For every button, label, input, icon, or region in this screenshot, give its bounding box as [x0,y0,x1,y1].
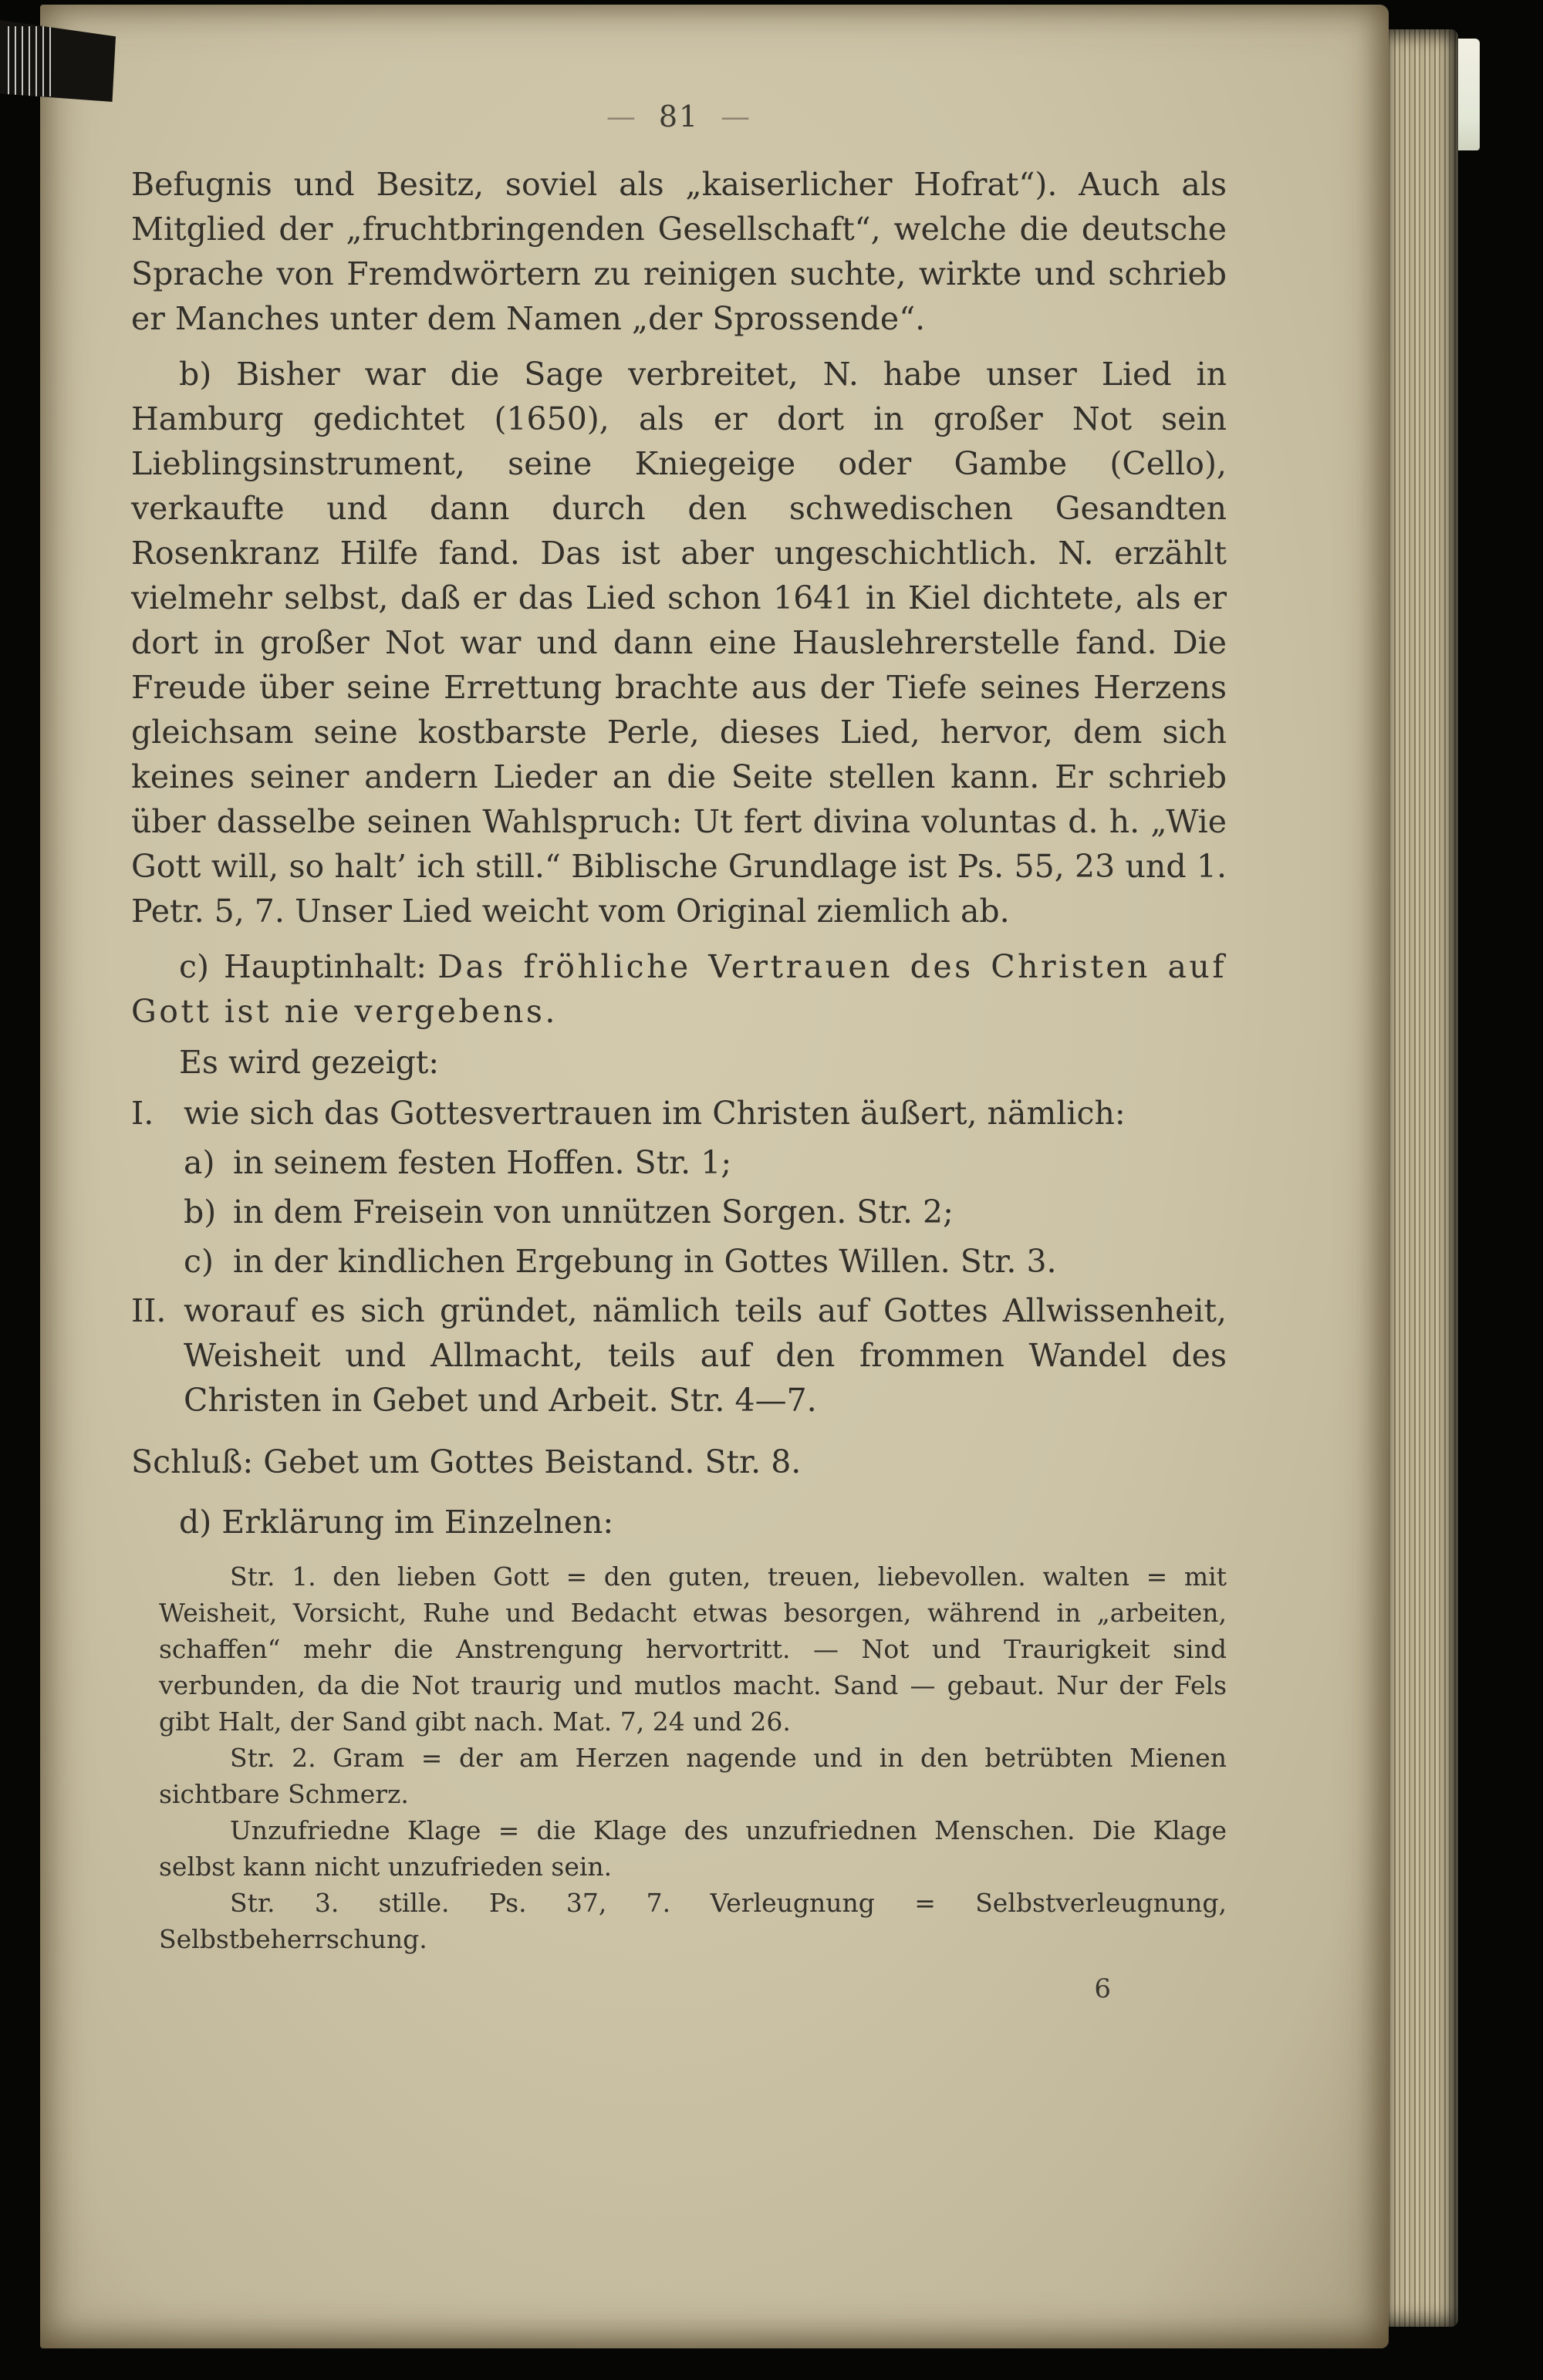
page-edges-stack [1386,29,1458,2327]
paragraph-d-erklaerung: d) Erklärung im Einzelnen: [179,1504,614,1541]
note-klage: Unzufriedne Klage = die Klage des unzufriednen Menschen. Die Klage selbst kann nicht unzufrieden sein. [159,1815,1227,1882]
list-text-a: in seinem festen Hoffen. Str. 1; [233,1144,732,1181]
list-item-c [184,1239,1227,1284]
note-str1: Str. 1. den lieben Gott = den guten, treuen, liebevollen. walten = mit Weisheit, Vorsicht, Ruhe und Bedacht etwas besorgen, während in „arbeiten, schaffen“ mehr die Anstrengung hervortritt. — Not und Traurigkeit sind verbunden, da die Not traurig und mutlos macht. Sand — gebaut. Nur der Fels gibt Halt, der Sand gibt nach. Mat. 7, 24 und 26. [159,1561,1227,1737]
list-text-b: in dem Freisein von unnützen Sorgen. Str. 2; [233,1193,954,1231]
paragraph-c-emphasis: Das fröhliche Vertrauen des Christen auf Gott ist nie vergebens. [131,948,1227,1030]
list-marker-a: a) [184,1144,215,1181]
folio-dash-right: — [721,100,752,133]
note-str2: Str. 2. Gram = der am Herzen nagende und in den betrübten Mienen sichtbare Schmerz. [159,1743,1227,1809]
folio-number: 81 [658,100,700,133]
list-item-II [131,1288,1227,1423]
page-number [131,94,1227,139]
paragraph-intro: Befugnis und Besitz, soviel als „kaiserlicher Hofrat“). Auch als Mitglied der „fruchtbringenden Gesellschaft“, welche die deutsche Sprache von Fremdwörtern zu reinigen suchte, wirkte und schrieb er Manches unter dem Namen „der Sprossende“. [131,166,1227,337]
list-item-I [131,1091,1227,1136]
page-content [131,94,1227,2011]
paragraph-es-wird-gezeigt: Es wird gezeigt: [179,1044,440,1081]
paragraph-c-hauptinhalt [131,944,1227,1034]
signature-mark: 6 [1094,1973,1111,2004]
list-marker-I: I. [131,1095,154,1132]
paragraph-c-label: c) Hauptinhalt: [179,948,427,985]
folio-dash-left: — [606,100,637,133]
list-marker-c: c) [184,1243,214,1280]
list-text-c: in der kindlichen Ergebung in Gottes Willen. Str. 3. [233,1243,1057,1280]
list-marker-b: b) [184,1193,217,1231]
list-item-a [184,1140,1227,1185]
list-marker-II: II. [131,1292,167,1329]
list-item-b [184,1190,1227,1234]
small-print-notes [159,1558,1227,1957]
list-text-I: wie sich das Gottesvertrauen im Christen äußert, nämlich: [184,1095,1126,1132]
paragraph-b: b) Bisher war die Sage verbreitet, N. habe unser Lied in Hamburg gedichtet (1650), als er dort in großer Not sein Lieblingsinstrument, seine Kniegeige oder Gambe (Cello), verkaufte und dann durch den schwedischen Gesandten Rosenkranz Hilfe fand. Das ist aber ungeschichtlich. N. erzählt vielmehr selbst, daß er das Lied schon 1641 in Kiel dichtete, als er dort in großer Not war und dann eine Hauslehrerstelle fand. Die Freude über seine Errettung brachte aus der Tiefe seines Herzens gleichsam seine kostbarste Perle, dieses Lied, hervor, dem sich keines seiner andern Lieder an die Seite stellen kann. Er schrieb über dasselbe seinen Wahlspruch: Ut fert divina voluntas d. h. „Wie Gott will, so halt’ ich still.“ Biblische Grundlage ist Ps. 55, 23 und 1. Petr. 5, 7. Unser Lied weicht vom Original ziemlich ab. [131,356,1227,930]
note-str3: Str. 3. stille. Ps. 37, 7. Verleugnung = Selbstverleugnung, Selbstbeherrschung. [159,1888,1227,1954]
book-page [40,5,1389,2348]
paragraph-schluss: Schluß: Gebet um Gottes Beistand. Str. 8. [131,1443,802,1480]
list-text-II: worauf es sich gründet, nämlich teils auf Gottes Allwissenheit, Weisheit und Allmacht, teils auf den frommen Wandel des Christen in Gebet und Arbeit. Str. 4—7. [184,1292,1227,1419]
